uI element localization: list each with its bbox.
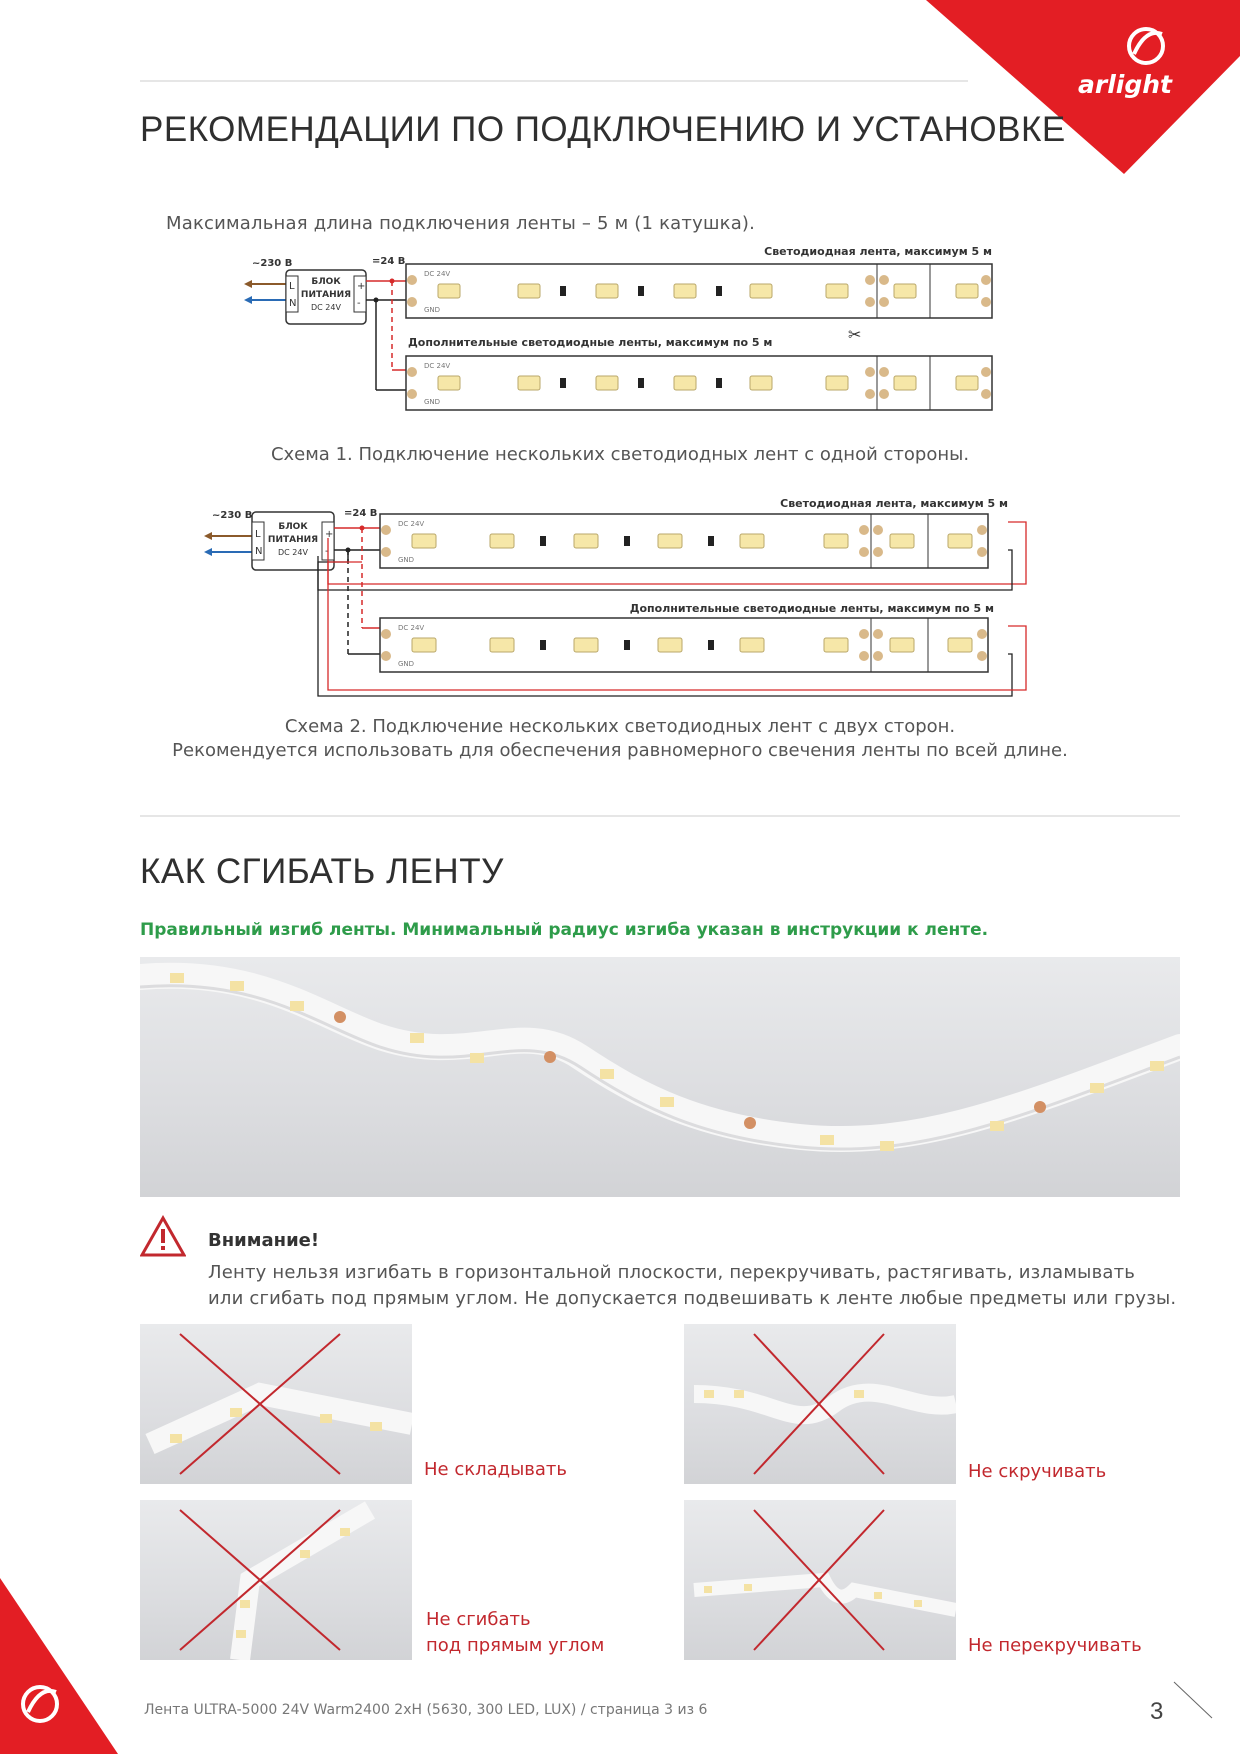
dont-bend-angle-label-2: под прямым углом [426, 1635, 605, 1656]
minus-terminal: - [325, 546, 329, 557]
psu-label-3: DC 24V [311, 303, 341, 312]
ac-label: ~230 В [212, 510, 253, 521]
dont-twist-label: Не скручивать [968, 1461, 1107, 1482]
warning-icon [140, 1215, 186, 1257]
top-divider [140, 80, 968, 82]
correct-bend-photo [140, 957, 1180, 1197]
strip-title: Светодиодная лента, максимум 5 м [780, 497, 1008, 510]
dc-text: DC 24V [398, 520, 425, 528]
gnd-text: GND [424, 398, 441, 406]
wiring-diagram-1 [240, 240, 1010, 420]
dont-overtwist-photo [684, 1500, 956, 1660]
dc-label: =24 В [372, 256, 406, 267]
terminal-l: L [289, 281, 295, 292]
max-length-note: Максимальная длина подключения ленты – 5 м (1 катушка). [166, 213, 756, 234]
warning-title: Внимание! [208, 1230, 320, 1251]
corner-mark-bottom [0, 1578, 120, 1754]
warning-text-2: или сгибать под прямым углом. Не допускается подвешивать к ленте любые предметы или грузы. [208, 1288, 1177, 1309]
terminal-l: L [255, 529, 261, 540]
gnd-text: GND [424, 306, 441, 314]
section-title-bending: КАК СГИБАТЬ ЛЕНТУ [140, 852, 504, 891]
plus-terminal: + [325, 529, 334, 540]
minus-terminal: - [357, 298, 361, 309]
ac-label: ~230 В [252, 258, 293, 269]
dont-fold-label: Не складывать [424, 1459, 568, 1480]
gnd-text: GND [398, 660, 415, 668]
terminal-n: N [255, 546, 263, 557]
scissors-icon: ✂ [848, 325, 862, 344]
plus-terminal: + [357, 281, 366, 292]
gnd-text: GND [398, 556, 415, 564]
diagram-1-caption: Схема 1. Подключение нескольких светодиодных лент с одной стороны. [270, 444, 970, 465]
diagram-2-caption-1: Схема 2. Подключение нескольких светодиодных лент с двух сторон. [284, 716, 956, 737]
dc-text: DC 24V [398, 624, 425, 632]
dont-twist-photo [684, 1324, 956, 1484]
dc-text: DC 24V [424, 270, 451, 278]
dc-text: DC 24V [424, 362, 451, 370]
footer-product-info: Лента ULTRA-5000 24V Warm2400 2xH (5630, 300 LED, LUX) / страница 3 из 6 [144, 1702, 708, 1718]
psu-label-3: DC 24V [278, 548, 308, 557]
psu-label-1: БЛОК [278, 522, 308, 532]
page-number: 3 [1150, 1698, 1164, 1725]
dont-bend-angle-label-1: Не сгибать [426, 1609, 531, 1630]
terminal-n: N [289, 298, 297, 309]
warning-text-1: Ленту нельзя изгибать в горизонтальной плоскости, перекручивать, растягивать, изламывать [208, 1262, 1136, 1283]
page-corner-line [1172, 1680, 1216, 1720]
diagram-2-caption-2: Рекомендуется использовать для обеспечения равномерного свечения ленты по всей длине. [172, 740, 1068, 761]
wiring-diagram-2 [200, 492, 1040, 702]
psu-label-2: ПИТАНИЯ [267, 535, 319, 545]
mid-divider [140, 815, 1180, 817]
psu-label-1: БЛОК [311, 277, 341, 287]
dont-overtwist-label: Не перекручивать [968, 1635, 1142, 1656]
psu-label-2: ПИТАНИЯ [300, 290, 352, 300]
extra-strips-title: Дополнительные светодиодные ленты, максимум по 5 м [408, 336, 773, 349]
section-title-connection: РЕКОМЕНДАЦИИ ПО ПОДКЛЮЧЕНИЮ И УСТАНОВКЕ [140, 110, 1066, 149]
correct-bend-note: Правильный изгиб ленты. Минимальный радиус изгиба указан в инструкции к ленте. [140, 920, 989, 940]
dc-label: =24 В [344, 508, 378, 519]
dont-bend-angle-photo [140, 1500, 412, 1660]
brand-logo-text: arlight [1078, 70, 1172, 99]
extra-strips-title: Дополнительные светодиодные ленты, максимум по 5 м [629, 602, 994, 615]
dont-fold-photo [140, 1324, 412, 1484]
strip-title: Светодиодная лента, максимум 5 м [764, 245, 992, 258]
